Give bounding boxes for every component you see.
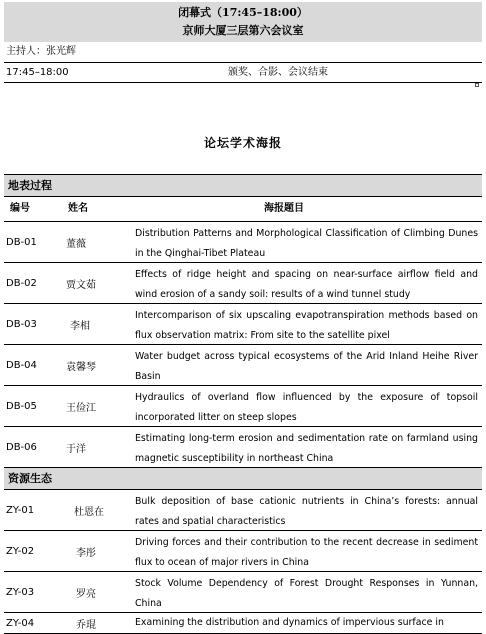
presenter-name: 杜恩在 bbox=[74, 506, 104, 518]
table-row bbox=[4, 304, 482, 345]
closing-session-venue: 京师大厦三层第六会议室 bbox=[182, 24, 304, 37]
presenter-name: 罗亮 bbox=[76, 588, 96, 600]
table-resize-handle[interactable] bbox=[475, 83, 479, 87]
poster-title-cell: Hydraulics of overland flow influenced by the exposure of topsoil incorporated litter on steep slopes bbox=[135, 392, 478, 423]
poster-title-cell: Effects of ridge height and spacing on near-surface airflow field and wind erosion of a sandy soil: results of a wind tunnel study bbox=[135, 269, 478, 300]
closing-host: 主持人：张光辉 bbox=[4, 42, 482, 63]
table-row bbox=[4, 613, 482, 634]
poster-section-title: 论坛学术海报 bbox=[203, 136, 282, 150]
poster-code: DB-01 bbox=[6, 236, 37, 248]
closing-schedule-row bbox=[4, 63, 482, 83]
table-row bbox=[4, 490, 482, 531]
poster-title-cell: Driving forces and their contribution to the recent decrease in sediment flux to ocean of major rivers in China bbox=[135, 537, 478, 568]
poster-code: ZY-04 bbox=[6, 617, 35, 629]
presenter-name: 于洋 bbox=[66, 443, 86, 455]
table-row bbox=[4, 386, 482, 427]
poster-code: DB-03 bbox=[6, 318, 37, 330]
closing-agenda: 颁奖、合影、会议结束 bbox=[228, 67, 328, 78]
column-header-title: 海报题目 bbox=[264, 203, 304, 214]
table-row bbox=[4, 222, 482, 263]
poster-code: DB-04 bbox=[6, 359, 37, 371]
poster-title-cell: Examining the distribution and dynamics of impervious surface in bbox=[135, 617, 444, 628]
presenter-name: 王俭江 bbox=[66, 402, 96, 414]
presenter-name: 董薇 bbox=[66, 238, 86, 250]
poster-title-cell: Stock Volume Dependency of Forest Drought Responses in Yunnan, China bbox=[135, 578, 478, 609]
table-row bbox=[4, 427, 482, 468]
presenter-name: 贾文茹 bbox=[66, 279, 96, 291]
poster-code: DB-06 bbox=[6, 441, 37, 453]
table-row bbox=[4, 572, 482, 613]
poster-title-cell: Water budget across typical ecosystems of the Arid Inland Heihe River Basin bbox=[135, 351, 478, 382]
poster-code: ZY-02 bbox=[6, 545, 35, 557]
section-header-resource-ecology: 资源生态 bbox=[4, 468, 482, 490]
table-column-headers bbox=[4, 197, 482, 222]
table-row bbox=[4, 263, 482, 304]
closing-session-header bbox=[4, 2, 482, 42]
table-row bbox=[4, 531, 482, 572]
poster-title-cell: Intercomparison of six upscaling evapotranspiration methods based on flux observation matrix: From site to the satellite pixel bbox=[135, 310, 478, 341]
table-row bbox=[4, 345, 482, 386]
poster-code: DB-05 bbox=[6, 400, 37, 412]
poster-code: ZY-03 bbox=[6, 586, 35, 598]
column-header-name: 姓名 bbox=[68, 203, 88, 214]
poster-code: DB-02 bbox=[6, 277, 37, 289]
closing-session-title: 闭幕式（17:45–18:00） bbox=[178, 6, 308, 19]
poster-title-cell: Bulk deposition of base cationic nutrients in China’s forests: annual rates and spatial characteristics bbox=[135, 496, 478, 527]
presenter-name: 袁馨琴 bbox=[66, 361, 96, 373]
column-header-code: 编号 bbox=[10, 203, 30, 214]
section-header-surface-process: 地表过程 bbox=[4, 175, 482, 197]
poster-title-cell: Distribution Patterns and Morphological Classification of Climbing Dunes in the Qinghai-Tibet Plateau bbox=[135, 228, 478, 259]
presenter-name: 乔琨 bbox=[76, 619, 96, 631]
closing-time: 17:45–18:00 bbox=[6, 67, 69, 78]
poster-title-cell: Estimating long-term erosion and sedimentation rate on farmland using magnetic susceptibility in northeast China bbox=[135, 433, 478, 464]
poster-table bbox=[4, 174, 482, 634]
closing-session-block bbox=[4, 2, 482, 83]
presenter-name: 李彤 bbox=[76, 547, 96, 559]
presenter-name: 李相 bbox=[70, 320, 90, 332]
poster-code: ZY-01 bbox=[6, 504, 35, 516]
